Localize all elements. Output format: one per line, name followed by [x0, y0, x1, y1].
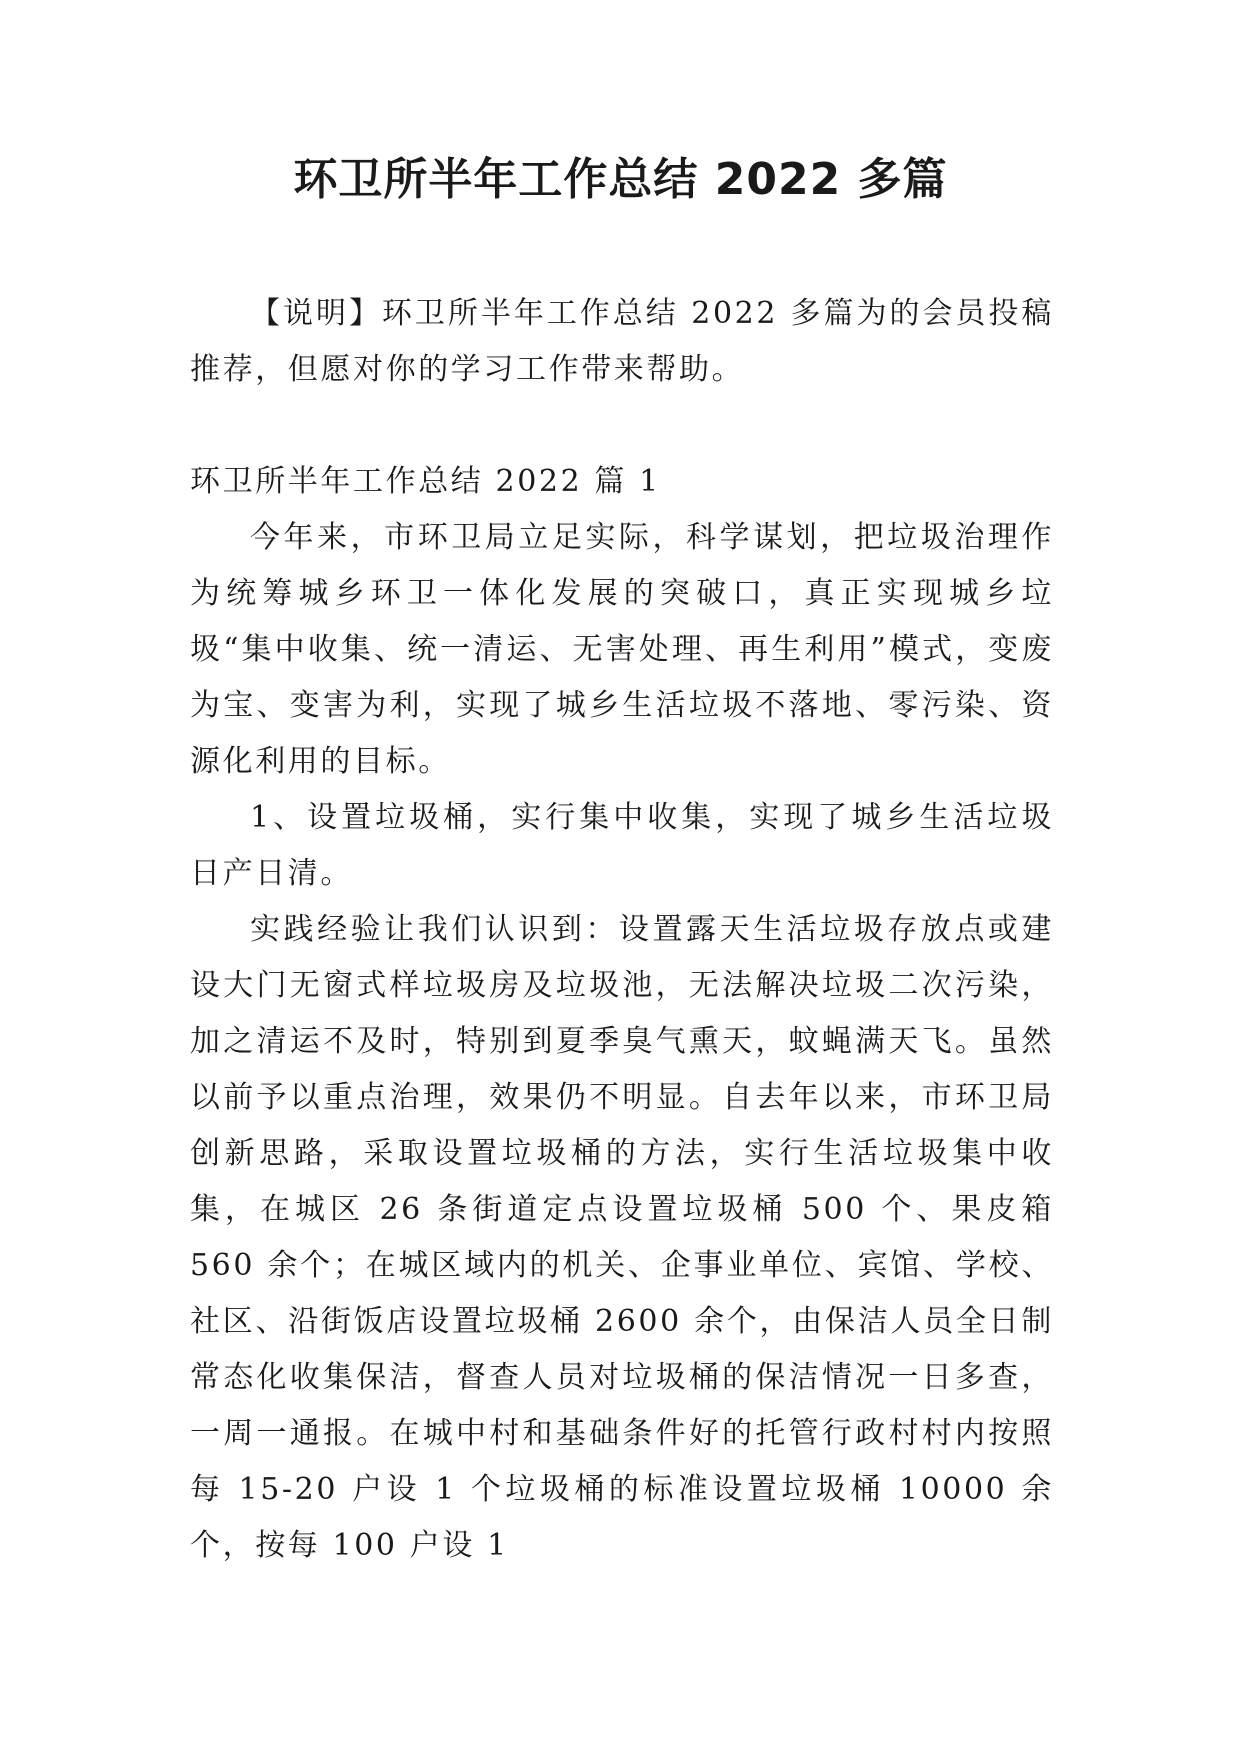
- document-title: 环卫所半年工作总结 2022 多篇: [293, 154, 948, 205]
- body-paragraph: 今年来，市环卫局立足实际，科学谋划，把垃圾治理作为统筹城乡环卫一体化发展的突破口，真正实现城乡垃圾“集中收集、统一清运、无害处理、再生利用”模式，变废为宝、变害为利，实现了城乡生活垃圾不落地、零污染、资源化利用的目标。: [190, 520, 1054, 779]
- body-paragraph: 实践经验让我们认识到：设置露天生活垃圾存放点或建设大门无窗式样垃圾房及垃圾池，无法解决垃圾二次污染，加之清运不及时，特别到夏季臭气熏天，蚊蝇满天飞。虽然以前予以重点治理，效果仍不明显。自去年以来，市环卫局创新思路，采取设置垃圾桶的方法，实行生活垃圾集中收集，在城区 26 条街道定点设置垃圾桶 500 个、果皮箱 560 余个；在城区域内的机关、企事业单位、宾馆、学校、社区、沿街饭店设置垃圾桶 2600 余个，由保洁人员全日制常态化收集保洁，督查人员对垃圾桶的保洁情况一日多查，一周一通报。在城中村和基础条件好的托管行政村村内按照每 15-20 户设 1 个垃圾桶的标准设置垃圾桶 10000 余个，按每 100 户设 1: [190, 912, 1054, 1563]
- intro-note: 【说明】环卫所半年工作总结 2022 多篇为的会员投稿推荐，但愿对你的学习工作带来帮助。: [190, 296, 1054, 387]
- body-paragraph: 1、设置垃圾桶，实行集中收集，实现了城乡生活垃圾日产日清。: [190, 800, 1054, 891]
- spacer: [190, 398, 1054, 454]
- document-body: [190, 286, 1054, 1574]
- section-heading: 环卫所半年工作总结 2022 篇 1: [190, 464, 661, 499]
